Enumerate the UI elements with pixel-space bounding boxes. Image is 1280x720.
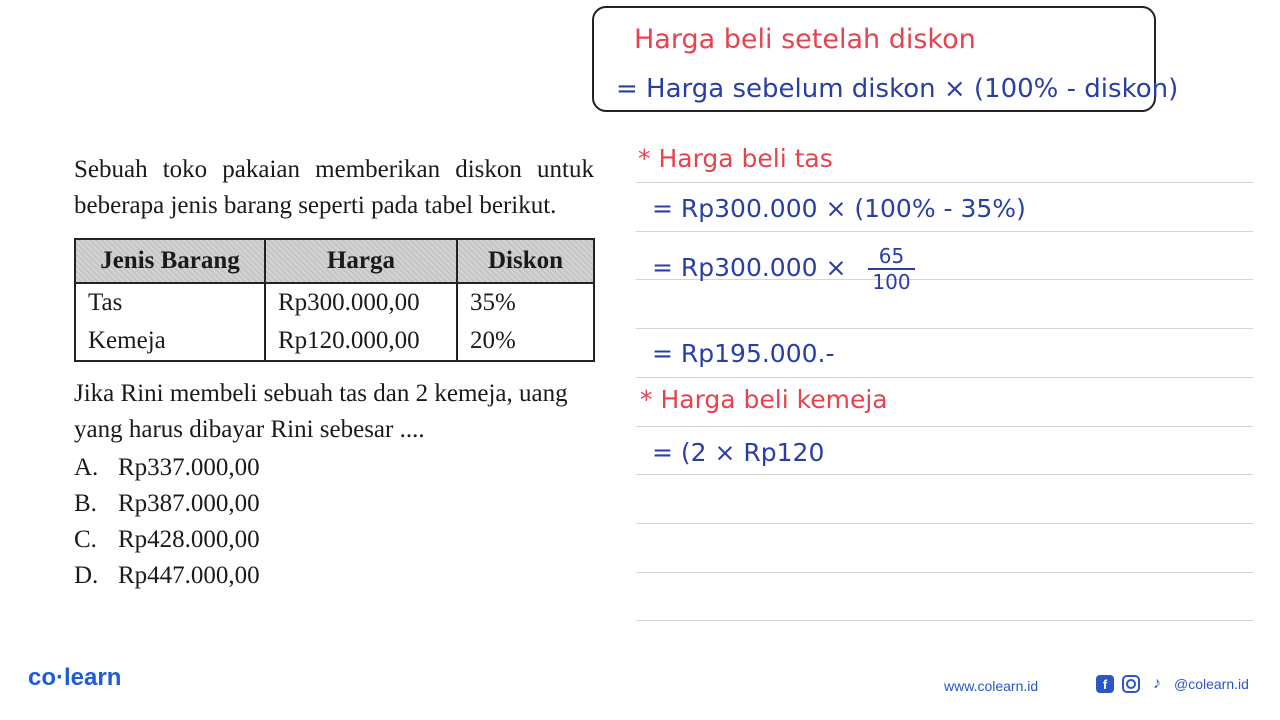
option-b[interactable] — [74, 486, 594, 522]
option-letter: C. — [74, 526, 97, 553]
ruled-line — [636, 426, 1253, 427]
question-block — [74, 152, 594, 594]
instagram-icon[interactable] — [1122, 675, 1140, 693]
facebook-icon[interactable]: f — [1096, 675, 1114, 693]
ruled-line — [636, 620, 1253, 621]
option-text: Rp447.000,00 — [118, 562, 260, 589]
question-intro: Sebuah toko pakaian memberikan diskon untuk beberapa jenis barang seperti pada tabel berikut. — [74, 156, 594, 219]
discount-table — [74, 238, 595, 362]
cell-item: Tas — [75, 283, 265, 322]
tiktok-icon[interactable]: ♪ — [1153, 675, 1161, 692]
fraction-numerator: 65 — [868, 244, 914, 270]
cell-price: Rp300.000,00 — [265, 283, 457, 322]
solution-heading-tas: * Harga beli tas — [638, 144, 833, 173]
cell-price: Rp120.000,00 — [265, 322, 457, 361]
table-row — [75, 322, 594, 361]
ruled-line — [636, 328, 1253, 329]
option-letter: A. — [74, 454, 99, 481]
header-jenis-barang: Jenis Barang — [75, 239, 265, 283]
social-links — [1096, 675, 1249, 693]
option-letter: D. — [74, 562, 99, 589]
social-handle: @colearn.id — [1174, 676, 1249, 692]
cell-discount: 35% — [470, 289, 516, 316]
solution-result-tas: = Rp195.000.- — [652, 339, 835, 368]
option-a[interactable] — [74, 450, 594, 486]
ruled-line — [636, 572, 1253, 573]
ruled-line — [636, 182, 1253, 183]
cell-discount: 20% — [470, 327, 516, 354]
formula-expression: = Harga sebelum diskon × (100% - diskon) — [616, 74, 1179, 104]
formula-box — [592, 6, 1179, 112]
option-text: Rp428.000,00 — [118, 526, 260, 553]
formula-title: Harga beli setelah diskon — [634, 24, 976, 55]
solution-step — [652, 244, 915, 294]
option-c[interactable] — [74, 522, 594, 558]
ruled-line — [636, 231, 1253, 232]
solution-step: = Rp300.000 × (100% - 35%) — [652, 194, 1026, 223]
ruled-line — [636, 377, 1253, 378]
ruled-line — [636, 523, 1253, 524]
cell-item: Kemeja — [75, 322, 265, 361]
option-d[interactable] — [74, 558, 594, 594]
colearn-logo: co·learn — [28, 664, 122, 691]
option-text: Rp387.000,00 — [118, 490, 260, 517]
header-diskon: Diskon — [457, 239, 594, 283]
header-harga: Harga — [265, 239, 457, 283]
question-stem: Jika Rini membeli sebuah tas dan 2 kemeja, uang yang harus dibayar Rini sebesar .... — [74, 380, 568, 443]
option-letter: B. — [74, 490, 97, 517]
table-header-row — [75, 239, 594, 283]
fraction — [868, 244, 914, 294]
option-text: Rp337.000,00 — [118, 454, 260, 481]
ruled-line — [636, 474, 1253, 475]
fraction-denominator: 100 — [872, 270, 911, 294]
website-url[interactable]: www.colearn.id — [944, 678, 1039, 694]
solution-step: = (2 × Rp120 — [652, 438, 825, 467]
solution-heading-kemeja: * Harga beli kemeja — [640, 385, 888, 414]
answer-options — [74, 450, 594, 594]
solution-step-prefix: = Rp300.000 × — [652, 253, 847, 282]
table-row — [75, 283, 594, 322]
